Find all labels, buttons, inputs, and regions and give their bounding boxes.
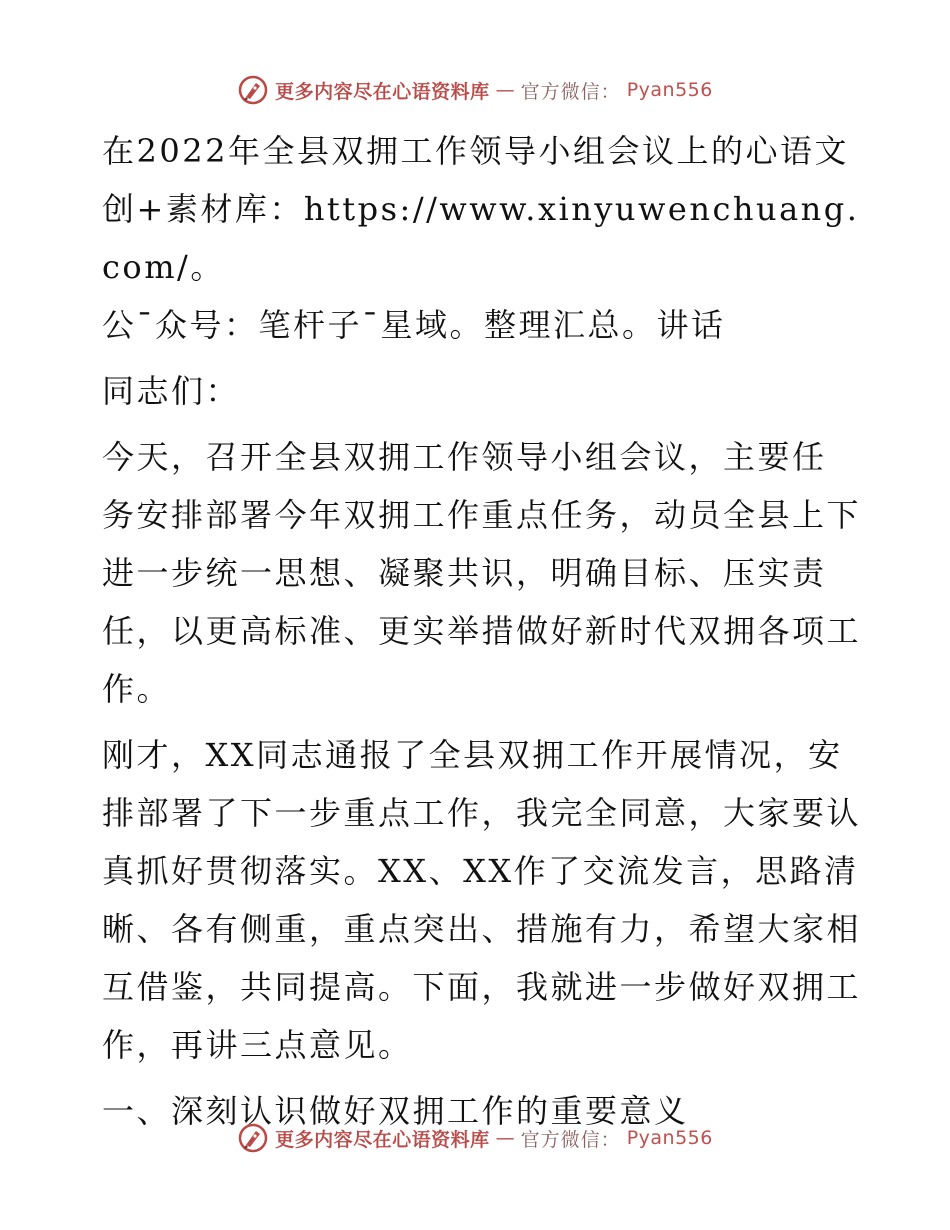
pen-nib-logo-icon (237, 74, 269, 106)
banner-dash: — (495, 79, 515, 101)
title-line: 公¯众号：笔杆子¯星域。整理汇总。讲话 (102, 306, 726, 344)
paragraph-line: 今天，召开全县双拥工作领导小组会议，主要任 (102, 438, 827, 476)
wechat-id: Pyan556 (626, 79, 713, 101)
paragraph-line: 作，再讲三点意见。 (102, 1026, 413, 1064)
paragraph-line: 作。 (102, 670, 172, 708)
library-slogan: 更多内容尽在心语资料库 (275, 1128, 490, 1151)
paragraph-line: 晰、各有侧重，重点突出、措施有力，希望大家相 (102, 910, 862, 948)
document-body (102, 122, 862, 1140)
paragraph-opening (102, 428, 862, 718)
title-line: 创+素材库：https://www.xinyuwenchuang.com/。 (102, 190, 860, 286)
wechat-id: Pyan556 (626, 1127, 713, 1149)
paragraph-line: 任，以更高标准、更实举措做好新时代双拥各项工 (102, 612, 862, 650)
greeting: 同志们： (102, 372, 241, 410)
wechat-label: 官方微信： (520, 80, 621, 103)
header-banner (0, 70, 950, 110)
paragraph-line: 务安排部署今年双拥工作重点任务，动员全县上下 (102, 496, 862, 534)
footer-banner (0, 1118, 950, 1158)
paragraph-line: 互借鉴，共同提高。下面，我就进一步做好双拥工 (102, 968, 862, 1006)
paragraph-line: 真抓好贯彻落实。XX、XX作了交流发言，思路清 (102, 852, 859, 890)
banner-dash: — (495, 1127, 515, 1149)
paragraph-review (102, 726, 862, 1074)
title-line: 在2022年全县双拥工作领导小组会议上的心语文 (102, 132, 849, 170)
paragraph-line: 刚才，XX同志通报了全县双拥工作开展情况，安 (102, 736, 843, 774)
pen-nib-logo-icon (237, 1122, 269, 1154)
section-heading-1: 一、深刻认识做好双拥工作的重要意义 (102, 1092, 689, 1130)
paragraph-line: 排部署了下一步重点工作，我完全同意，大家要认 (102, 794, 862, 832)
library-slogan: 更多内容尽在心语资料库 (275, 80, 490, 103)
wechat-label: 官方微信： (520, 1128, 621, 1151)
document-title (102, 122, 862, 354)
paragraph-line: 进一步统一思想、凝聚共识，明确目标、压实责 (102, 554, 827, 592)
